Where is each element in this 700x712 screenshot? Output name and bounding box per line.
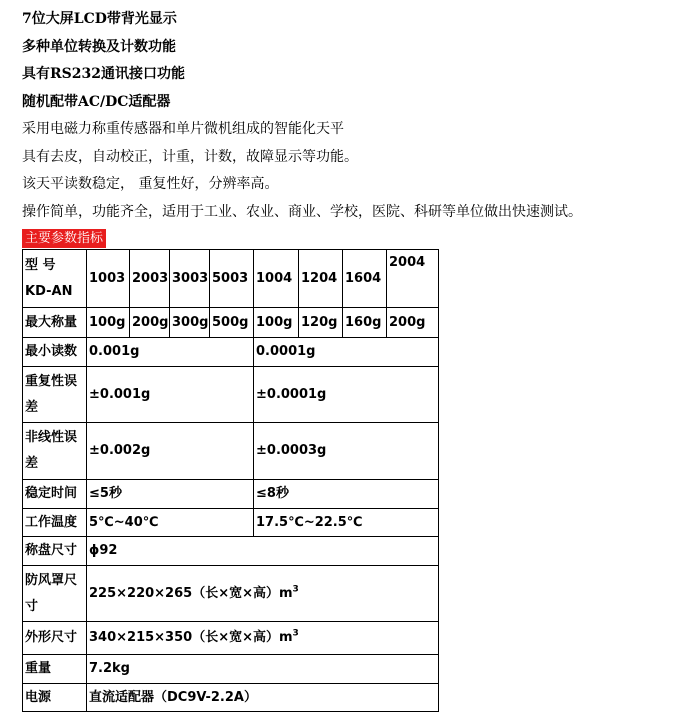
table-row-temperature xyxy=(23,509,439,537)
windshield-value: 225×220×265（长×宽×高）m xyxy=(89,585,293,601)
table-cell: ±0.002g xyxy=(87,423,254,480)
row-label: 非线性误差 xyxy=(23,423,87,480)
table-row-dimensions xyxy=(23,622,439,655)
row-label: 重量 xyxy=(23,655,87,684)
table-row-model xyxy=(23,250,439,308)
feature-line: 具有RS232通讯接口功能 xyxy=(22,66,185,82)
table-cell: 100g xyxy=(87,308,130,338)
table-cell: 直流适配器（DC9V-2.2A） xyxy=(87,684,439,712)
table-cell: 5003 xyxy=(210,250,254,308)
row-label: 最小读数 xyxy=(23,338,87,367)
table-cell: 2003 xyxy=(130,250,170,308)
table-cell xyxy=(87,566,439,622)
table-cell: 17.5℃~22.5℃ xyxy=(254,509,439,537)
table-row-capacity xyxy=(23,308,439,338)
section-title: 主要参数指标 xyxy=(22,229,106,248)
table-cell xyxy=(87,622,439,655)
table-row-windshield xyxy=(23,566,439,622)
table-cell: 3003 xyxy=(170,250,210,308)
model-label-line: KD-AN xyxy=(25,283,73,299)
table-cell: 300g xyxy=(170,308,210,338)
model-label-line: 型 号 xyxy=(25,257,56,273)
row-label-model xyxy=(23,250,87,308)
table-cell: ≤8秒 xyxy=(254,480,439,509)
table-cell: 200g xyxy=(387,308,439,338)
feature-line: 具有去皮，自动校正，计重，计数，故障显示等功能。 xyxy=(22,148,358,165)
table-cell: 5℃~40℃ xyxy=(87,509,254,537)
feature-line: 多种单位转换及计数功能 xyxy=(22,38,176,55)
table-row-stabilization xyxy=(23,480,439,509)
row-label: 称盘尺寸 xyxy=(23,537,87,566)
feature-list xyxy=(22,6,692,226)
table-cell: 200g xyxy=(130,308,170,338)
table-cell: ±0.0001g xyxy=(254,367,439,423)
table-cell: 100g xyxy=(254,308,299,338)
row-label: 稳定时间 xyxy=(23,480,87,509)
row-label: 工作温度 xyxy=(23,509,87,537)
table-cell: ≤5秒 xyxy=(87,480,254,509)
row-label: 重复性误差 xyxy=(23,367,87,423)
unit-superscript: 3 xyxy=(292,628,299,639)
table-cell: 0.0001g xyxy=(254,338,439,367)
table-row-weight xyxy=(23,655,439,684)
table-row-power xyxy=(23,684,439,712)
row-label: 外形尺寸 xyxy=(23,622,87,655)
table-cell: 160g xyxy=(343,308,387,338)
feature-line: 采用电磁力称重传感器和单片微机组成的智能化天平 xyxy=(22,121,344,137)
row-label: 电源 xyxy=(23,684,87,712)
table-cell: ϕ92 xyxy=(87,537,439,566)
table-cell: 2004 xyxy=(387,250,439,308)
feature-line: 随机配带AC/DC适配器 xyxy=(22,93,171,110)
unit-superscript: 3 xyxy=(292,584,299,595)
table-cell: 1004 xyxy=(254,250,299,308)
table-cell: ±0.0003g xyxy=(254,423,439,480)
table-row-pan xyxy=(23,537,439,566)
table-cell: 0.001g xyxy=(87,338,254,367)
table-cell: 120g xyxy=(299,308,343,338)
spec-table xyxy=(22,249,439,712)
table-cell: 7.2kg xyxy=(87,655,439,684)
dimensions-value: 340×215×350（长×宽×高）m xyxy=(89,630,293,645)
table-cell: ±0.001g xyxy=(87,367,254,423)
feature-line: 7位大屏LCD带背光显示 xyxy=(22,11,177,27)
feature-line: 操作简单，功能齐全，适用于工业、农业、商业、学校，医院、科研等单位做出快速测试。 xyxy=(22,203,582,220)
table-row-linearity xyxy=(23,423,439,480)
table-cell: 500g xyxy=(210,308,254,338)
table-cell: 1003 xyxy=(87,250,130,308)
row-label: 最大称量 xyxy=(23,308,87,338)
row-label: 防风罩尺寸 xyxy=(23,566,87,622)
table-row-repeatability xyxy=(23,367,439,423)
feature-line: 该天平读数稳定， 重复性好，分辨率高。 xyxy=(22,176,279,192)
table-cell: 1204 xyxy=(299,250,343,308)
table-cell: 1604 xyxy=(343,250,387,308)
table-row-readability xyxy=(23,338,439,367)
